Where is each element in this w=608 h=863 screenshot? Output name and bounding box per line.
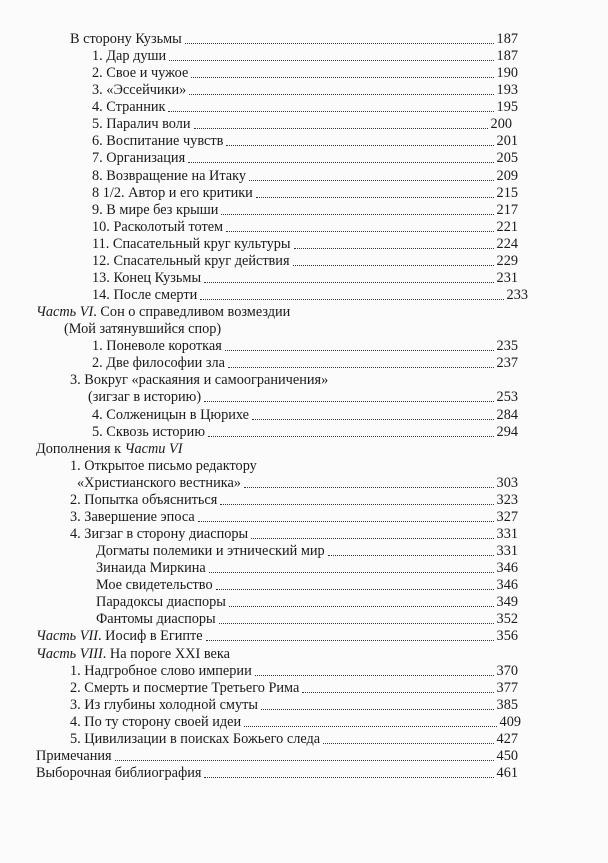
toc-entry: [77, 474, 518, 492]
dot-leader: [226, 230, 493, 232]
toc-page-number: 193: [496, 82, 518, 98]
toc-entry-title: [70, 371, 328, 389]
toc-entry-text: 5. Паралич воли: [92, 116, 191, 132]
toc-entry-text: 4. Солженицын в Цюрихе: [92, 407, 250, 423]
dot-leader: [228, 366, 494, 368]
toc-entry-title: [70, 713, 241, 731]
toc-page-number: 187: [496, 48, 518, 64]
toc-page-number: 253: [496, 389, 518, 405]
toc-entry-title: [92, 115, 191, 133]
dot-leader: [229, 605, 494, 607]
dot-leader: [194, 127, 488, 129]
toc-entry-text: 2. Попытка объясниться: [70, 492, 218, 508]
toc-entry: [70, 371, 328, 389]
dot-leader: [185, 42, 494, 44]
dot-leader: [206, 639, 494, 641]
toc-entry-text: Фантомы диаспоры: [96, 611, 216, 627]
toc-entry-title: [92, 132, 223, 150]
toc-page-number: 235: [496, 338, 518, 354]
toc-entry-text: 12. Спасательный круг действия: [92, 253, 290, 269]
toc-entry-title: [36, 764, 201, 782]
toc-entry-text: 2. Смерть и посмертие Третьего Рима: [70, 680, 300, 696]
toc-entry-text: Парадоксы диаспоры: [96, 594, 226, 610]
toc-page-number: 461: [496, 765, 518, 781]
toc-page-number: 209: [496, 168, 518, 184]
toc-entry: [70, 730, 518, 748]
toc-entry-title: [36, 440, 183, 458]
toc-page-number: 231: [496, 270, 518, 286]
toc-page-number: 229: [496, 253, 518, 269]
toc-page-number: 195: [496, 99, 518, 115]
toc-entry: [92, 235, 518, 253]
toc-entry-title: [96, 559, 206, 577]
toc-part-label: Части VI: [124, 441, 183, 457]
dot-leader: [216, 588, 494, 590]
toc-entry: [92, 406, 518, 424]
toc-entry-text: 8. Возвращение на Итаку: [92, 168, 247, 184]
dot-leader: [204, 281, 493, 283]
toc-entry-text: . На пороге XXI века: [102, 646, 230, 662]
toc-entry: [92, 184, 518, 202]
toc-page-number: 217: [496, 202, 518, 218]
toc-entry-text: Догматы полемики и этнический мир: [96, 543, 325, 559]
toc-entry: [96, 559, 518, 577]
toc-entry-text: Дополнения к: [36, 441, 125, 457]
toc-entry-title: [70, 457, 257, 475]
toc-page-number: 187: [496, 31, 518, 47]
toc-entry-text: «Христианского вестника»: [77, 475, 241, 491]
dot-leader: [168, 110, 493, 112]
dot-leader: [244, 725, 496, 727]
dot-leader: [249, 179, 494, 181]
toc-page-number: 200: [490, 116, 512, 132]
toc-entry-title: [70, 30, 182, 48]
toc-page-number: 190: [496, 65, 518, 81]
toc-entry: [92, 115, 512, 133]
toc-entry: [92, 132, 518, 150]
dot-leader: [328, 554, 494, 556]
toc-page-number: 294: [496, 424, 518, 440]
toc-entry-title: [96, 542, 325, 560]
toc-entry-text: 5. Сквозь историю: [92, 424, 206, 440]
toc-entry: [64, 320, 221, 338]
toc-page-number: 215: [496, 185, 518, 201]
toc-page-number: 377: [496, 680, 518, 696]
toc-entry-title: [70, 662, 252, 680]
toc-page-number: 427: [496, 731, 518, 747]
toc-page-number: 201: [496, 133, 518, 149]
toc-entry-title: [92, 286, 197, 304]
toc-entry-text: (Мой затянувшийся спор): [64, 321, 222, 337]
dot-leader: [204, 400, 493, 402]
toc-page-number: 221: [496, 219, 518, 235]
toc-entry: [96, 610, 518, 628]
toc-entry-text: Мое свидетельство: [96, 577, 213, 593]
toc-entry: [92, 423, 518, 441]
toc-entry-title: [92, 81, 186, 99]
toc-entry: [70, 457, 257, 475]
toc-entry: [70, 696, 518, 714]
dot-leader: [323, 742, 493, 744]
toc-entry-title: [64, 320, 221, 338]
dot-leader: [255, 674, 494, 676]
toc-entry-text: Примечания: [36, 748, 112, 764]
toc-entry-title: [70, 525, 248, 543]
toc-entry-text: 9. В мире без крыши: [92, 202, 219, 218]
toc-entry: [36, 440, 183, 458]
dot-leader: [189, 93, 493, 95]
toc-entry-title: [92, 337, 222, 355]
toc-entry-title: [77, 474, 241, 492]
dot-leader: [219, 622, 494, 624]
toc-entry-title: [92, 354, 225, 372]
toc-page-number: 331: [496, 543, 518, 559]
dot-leader: [261, 708, 494, 710]
toc-entry-text: 3. Завершение эпоса: [70, 509, 195, 525]
toc-entry: [92, 337, 518, 355]
toc-entry-text: 10. Расколотый тотем: [92, 219, 224, 235]
toc-entry: [70, 30, 518, 48]
toc-page-number: 237: [496, 355, 518, 371]
toc-entry: [70, 491, 518, 509]
toc-entry-text: 11. Спасательный круг культуры: [92, 236, 291, 252]
toc-entry-title: [92, 423, 205, 441]
dot-leader: [294, 247, 494, 249]
toc-entry: [36, 303, 290, 321]
toc-part-label: Часть VIII: [36, 646, 103, 662]
toc-entry-text: 13. Конец Кузьмы: [92, 270, 202, 286]
toc-entry-text: 1. Открытое письмо редактору: [70, 458, 257, 474]
toc-entry-title: [36, 645, 230, 663]
toc-entry: [36, 764, 518, 782]
toc-entry-title: [36, 627, 203, 645]
toc-entry: [92, 286, 528, 304]
toc-entry-title: [70, 508, 195, 526]
toc-entry-text: 1. Дар души: [92, 48, 167, 64]
dot-leader: [200, 298, 503, 300]
toc-page-number: 450: [496, 748, 518, 764]
toc-entry: [92, 98, 518, 116]
toc-page-number: 233: [506, 287, 528, 303]
dot-leader: [302, 691, 493, 693]
toc-part-label: Часть VII: [36, 628, 99, 644]
toc-page-number: 370: [496, 663, 518, 679]
toc-entry-text: Выборочная библиография: [36, 765, 202, 781]
toc-entry-text: (зигзаг в историю): [88, 389, 202, 405]
dot-leader: [208, 435, 494, 437]
toc-entry-text: 4. Странник: [92, 99, 166, 115]
dot-leader: [188, 161, 493, 163]
toc-entry: [36, 645, 230, 663]
toc-page-number: 303: [496, 475, 518, 491]
toc-entry-text: 7. Организация: [92, 150, 186, 166]
toc-page-number: 205: [496, 150, 518, 166]
toc-entry-title: [70, 696, 258, 714]
toc-page-number: 385: [496, 697, 518, 713]
toc-entry-title: [92, 98, 165, 116]
dot-leader: [293, 264, 494, 266]
toc-page-number: 327: [496, 509, 518, 525]
toc-entry-title: [92, 64, 188, 82]
toc-entry-text: 4. По ту сторону своей идеи: [70, 714, 242, 730]
toc-entry-title: [92, 252, 290, 270]
toc-entry-title: [70, 679, 299, 697]
dot-leader: [251, 537, 493, 539]
toc-entry-text: 6. Воспитание чувств: [92, 133, 224, 149]
toc-entry-title: [96, 593, 226, 611]
toc-part-label: Часть VI: [36, 304, 94, 320]
toc-entry-text: 2. Две философии зла: [92, 355, 225, 371]
dot-leader: [204, 776, 493, 778]
toc-page-number: 346: [496, 577, 518, 593]
toc-entry: [92, 149, 518, 167]
toc-entry-title: [92, 269, 201, 287]
toc-entry-title: [92, 235, 291, 253]
toc-entry: [92, 47, 518, 65]
toc-entry-title: [92, 184, 253, 202]
dot-leader: [226, 144, 493, 146]
toc-entry-title: [70, 730, 320, 748]
toc-page-number: 346: [496, 560, 518, 576]
toc-entry: [70, 662, 518, 680]
toc-entry: [92, 354, 518, 372]
toc-entry-title: [92, 167, 246, 185]
toc-entry-title: [92, 218, 223, 236]
toc-entry: [92, 252, 518, 270]
toc-entry: [70, 713, 521, 731]
toc-entry: [92, 269, 518, 287]
dot-leader: [115, 759, 494, 761]
dot-leader: [244, 486, 494, 488]
toc-entry: [88, 388, 518, 406]
toc-entry-text: 3. Вокруг «раскаяния и самоограничения»: [70, 372, 329, 388]
toc-entry-text: . Сон о справедливом возмездии: [93, 304, 291, 320]
dot-leader: [225, 349, 494, 351]
toc-entry-text: 4. Зигзаг в сторону диаспоры: [70, 526, 249, 542]
dot-leader: [191, 76, 493, 78]
toc-entry-text: 2. Свое и чужое: [92, 65, 189, 81]
toc-entry-text: Зинаида Миркина: [96, 560, 206, 576]
toc-page-number: 284: [496, 407, 518, 423]
toc-entry: [96, 542, 518, 560]
toc-entry-title: [96, 610, 216, 628]
dot-leader: [209, 571, 494, 573]
dot-leader: [198, 520, 494, 522]
dot-leader: [221, 213, 493, 215]
dot-leader: [252, 418, 494, 420]
toc-page-number: 409: [499, 714, 521, 730]
toc-entry-text: . Иосиф в Египте: [98, 628, 203, 644]
toc-page-number: 349: [496, 594, 518, 610]
toc-entry: [36, 747, 518, 765]
toc-entry: [70, 508, 518, 526]
toc-entry-title: [96, 576, 213, 594]
toc-entry-text: В сторону Кузьмы: [70, 31, 182, 47]
toc-entry: [92, 81, 518, 99]
dot-leader: [169, 59, 493, 61]
toc-page-number: 331: [496, 526, 518, 542]
toc-page-number: 323: [496, 492, 518, 508]
dot-leader: [220, 503, 493, 505]
toc-page-number: 224: [496, 236, 518, 252]
toc-entry-text: 14. После смерти: [92, 287, 198, 303]
toc-entry-text: 3. Из глубины холодной смуты: [70, 697, 258, 713]
toc-entry: [96, 576, 518, 594]
dot-leader: [256, 196, 494, 198]
toc-entry-title: [70, 491, 217, 509]
toc-entry-text: 3. «Эссейчики»: [92, 82, 187, 98]
toc-page-number: 352: [496, 611, 518, 627]
toc-entry-title: [36, 747, 112, 765]
toc-entry: [92, 64, 518, 82]
toc-entry: [92, 218, 518, 236]
toc-entry: [36, 627, 518, 645]
toc-entry-text: 1. Надгробное слово империи: [70, 663, 252, 679]
toc-entry: [92, 201, 518, 219]
toc-entry: [96, 593, 518, 611]
toc-entry-title: [92, 201, 218, 219]
toc-entry-text: 8 1/2. Автор и его критики: [92, 185, 253, 201]
toc-entry: [70, 679, 518, 697]
toc-entry-text: 1. Поневоле короткая: [92, 338, 222, 354]
toc-entry-title: [92, 149, 185, 167]
toc-entry-title: [92, 406, 249, 424]
toc-page-number: 356: [496, 628, 518, 644]
toc-entry: [92, 167, 518, 185]
toc-entry: [70, 525, 518, 543]
toc-entry-title: [92, 47, 166, 65]
toc-entry-text: 5. Цивилизации в поисках Божьего следа: [70, 731, 321, 747]
toc-entry-title: [88, 388, 201, 406]
toc-entry-title: [36, 303, 290, 321]
